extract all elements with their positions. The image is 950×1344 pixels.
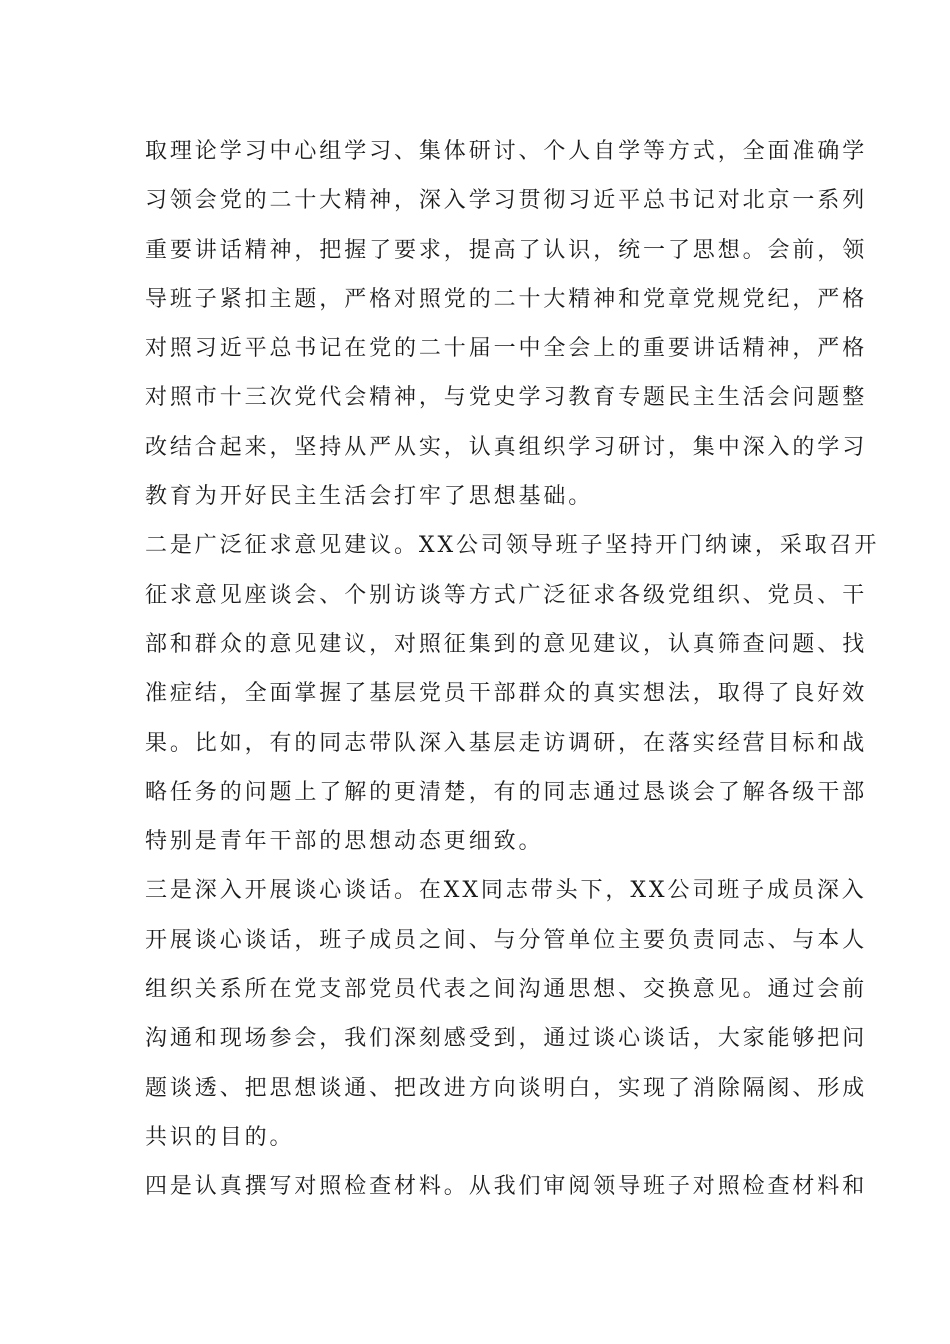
text-line: 教育为开好民主生活会打牢了思想基础。 [145, 484, 594, 510]
text-line: 四是认真撰写对照检查材料。从我们审阅领导班子对照检查材料和 [145, 1174, 868, 1200]
text-line: 对照习近平总书记在党的二十届一中全会上的重要讲话精神，严格 [145, 336, 868, 362]
text-line: 题谈透、把思想谈通、把改进方向谈明白，实现了消除隔阂、形成 [145, 1075, 868, 1101]
text-line: 开展谈心谈话，班子成员之间、与分管单位主要负责同志、与本人 [145, 927, 868, 953]
text-line: 准症结，全面掌握了基层党员干部群众的真实想法，取得了良好效 [145, 681, 868, 707]
text-line: 征求意见座谈会、个别访谈等方式广泛征求各级党组织、党员、干 [145, 582, 868, 608]
text-line: 沟通和现场参会，我们深刻感受到，通过谈心谈话，大家能够把问 [145, 1026, 868, 1052]
text-line: 导班子紧扣主题，严格对照党的二十大精神和党章党规党纪，严格 [145, 286, 868, 312]
text-line: 重要讲话精神，把握了要求，提高了认识，统一了思想。会前，领 [145, 237, 868, 263]
paragraph-inspection-materials [145, 1162, 868, 1211]
text-line: 改结合起来，坚持从严从实，认真组织学习研讨，集中深入的学习 [145, 434, 868, 460]
text-line: 习领会党的二十大精神，深入学习贯彻习近平总书记对北京一系列 [145, 188, 868, 214]
text-line: 组织关系所在党支部党员代表之间沟通思想、交换意见。通过会前 [145, 977, 868, 1003]
text-line: 特别是青年干部的思想动态更细致。 [145, 829, 544, 855]
text-line: 取理论学习中心组学习、集体研讨、个人自学等方式，全面准确学 [145, 139, 868, 164]
text-line: 共识的目的。 [145, 1124, 295, 1150]
text-line: 对照市十三次党代会精神，与党史学习教育专题民主生活会问题整 [145, 385, 868, 411]
text-line: 二是广泛征求意见建议。XX公司领导班子坚持开门纳谏，采取召开 [145, 533, 880, 559]
paragraph-study [145, 127, 868, 521]
paragraph-solicit-opinions [145, 521, 880, 866]
text-line: 略任务的问题上了解的更清楚，有的同志通过恳谈会了解各级干部 [145, 779, 868, 805]
paragraph-heart-to-heart-talks [145, 866, 868, 1162]
body-text [145, 127, 880, 1212]
text-line: 果。比如，有的同志带队深入基层走访调研，在落实经营目标和战 [145, 730, 868, 756]
text-line: 三是深入开展谈心谈话。在XX同志带头下，XX公司班子成员深入 [145, 878, 867, 904]
text-line: 部和群众的意见建议，对照征集到的意见建议，认真筛查问题、找 [145, 631, 868, 657]
